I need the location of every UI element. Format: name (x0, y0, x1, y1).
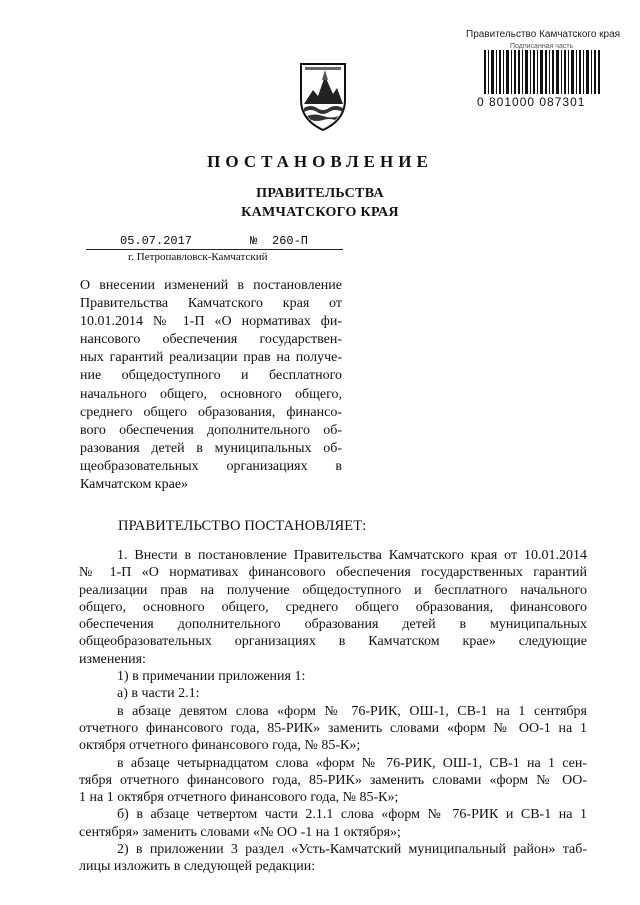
subject-line: Правительства Камчатского края от (80, 296, 342, 312)
issuer-label: Правительство Камчатского края (466, 29, 621, 40)
body-line: лицы изложить в следующей редакции: (79, 859, 316, 875)
coat-of-arms-emblem (295, 60, 351, 132)
subject-line: разования детей в муниципальных об- (80, 440, 342, 456)
barcode (484, 50, 600, 94)
subject-line: нансового обеспечения государствен- (80, 332, 342, 348)
body-line: а) в части 2.1: (117, 686, 200, 702)
subject-line: щеобразовательных организациях в (80, 458, 342, 474)
issuer-title-line1: ПРАВИТЕЛЬСТВА (256, 186, 384, 201)
body-line: б) в абзаце четвертом части 2.1.1 слова «форм № 76-РИК и СВ-1 на 1 (117, 807, 587, 823)
document-number: 260-П (272, 234, 309, 248)
body-line: в абзаце четырнадцатом слова «форм № 76-РИК, ОШ-1, СВ-1 на 1 сен- (117, 755, 587, 771)
barcode-caption: Подписанная часть (510, 43, 574, 50)
body-line: тября отчетного финансового года, 85-РИК» заменить словами «форм № ОО- (79, 772, 587, 788)
issuer-title-line2: КАМЧАТСКОГО КРАЯ (241, 205, 399, 220)
number-sign: № (250, 234, 258, 248)
document-city: г. Петропавловск-Камчатский (128, 251, 268, 263)
subject-line: Камчатском крае» (80, 477, 189, 493)
date-underline (86, 249, 343, 250)
body-line: изменения: (79, 651, 146, 667)
document-subject (80, 277, 342, 494)
subject-line: ных гарантий реализации прав на получе- (80, 350, 342, 366)
body-line: отчетного финансового года, 85-РИК» заменить словами «форм № ОО-1 на 1 (79, 720, 587, 736)
document-type-title: ПОСТАНОВЛЕНИЕ (207, 152, 433, 171)
document-body (79, 547, 587, 876)
body-line: 2) в приложении 3 раздел «Усть-Камчатский муниципальный район» таб- (117, 842, 587, 858)
decree-heading: ПРАВИТЕЛЬСТВО ПОСТАНОВЛЯЕТ: (118, 518, 367, 534)
subject-line: среднего общего образования, финансо- (80, 404, 342, 420)
barcode-number: 0 801000 087301 (477, 95, 586, 109)
body-line: 1 на 1 октября отчетного финансового года, № 85-К»; (79, 790, 399, 806)
subject-line: вого обеспечения дополнительного об- (80, 422, 342, 438)
body-line: в абзаце девятом слова «форм № 76-РИК, ОШ-1, СВ-1 на 1 сентября (117, 703, 587, 719)
subject-line: О внесении изменений в постановление (80, 278, 342, 293)
body-line: октября отчетного финансового года, № 85-К»; (79, 738, 361, 754)
body-line: № 1-П «О нормативах финансового обеспечения государственных гарантий (79, 565, 587, 581)
body-line: 1. Внести в постановление Правительства Камчатского края от 10.01.2014 (117, 548, 587, 563)
body-line: общеобразовательных организациях в Камчатском крае» следующие (79, 634, 587, 650)
subject-line: начального общего, основного общего, (80, 386, 342, 402)
document-date: 05.07.2017 (120, 234, 193, 248)
body-line: обеспечения дополнительного образования детей в муниципальных (79, 617, 587, 633)
body-line: 1) в примечании приложения 1: (117, 669, 306, 685)
body-line: сентября» заменить словами «№ ОО -1 на 1 октября»; (79, 824, 401, 840)
subject-line: 10.01.2014 № 1-П «О нормативах фи- (80, 314, 342, 330)
subject-line: ние общедоступного и бесплатного (80, 368, 342, 384)
body-line: реализации прав на получение общедоступного и бесплатного начального (79, 582, 587, 598)
body-line: общего, основного общего, среднего общего образования, финансового (79, 599, 587, 615)
